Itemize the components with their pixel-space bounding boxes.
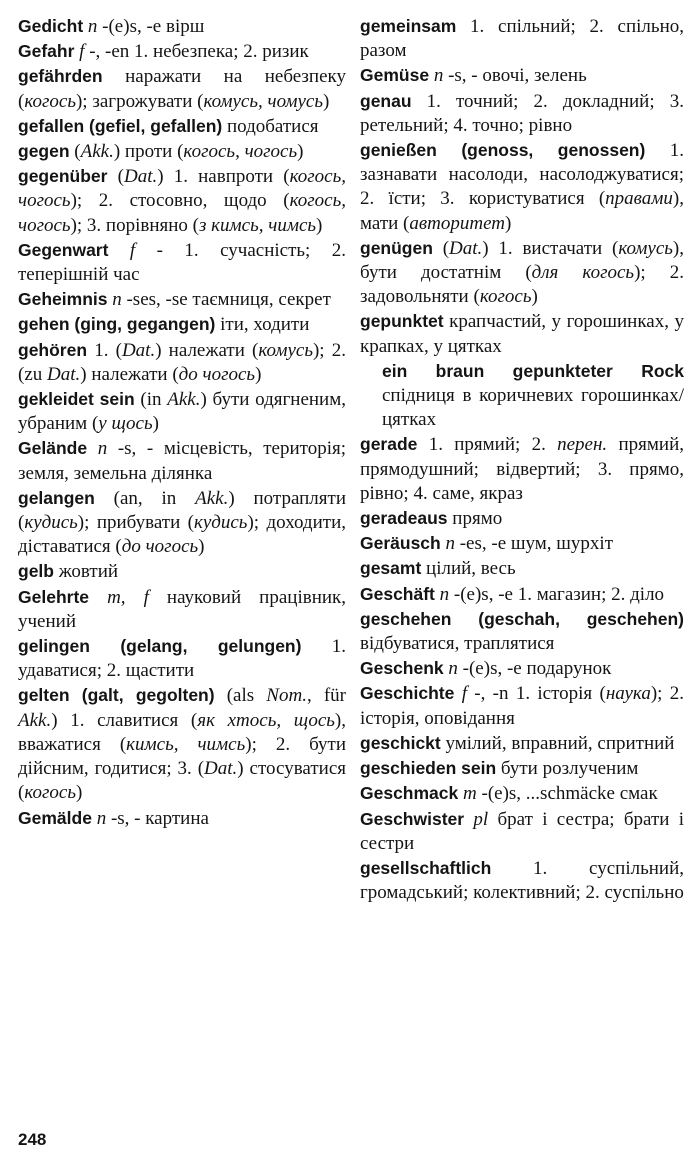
headword: geradeaus [360, 508, 448, 529]
headword: gesellschaftlich [360, 857, 492, 878]
translation-text: наражати на небезпеку ( [18, 66, 346, 112]
grammar-label: наука [605, 683, 651, 705]
translation-text: ) стосуватися ( [18, 758, 346, 804]
dictionary-entry [360, 63, 684, 88]
translation-text: ); 2. історія, оповідання [360, 683, 685, 729]
translation-text: брат і сестра; брати і сестри [360, 808, 684, 854]
headword: gelangen [18, 487, 95, 508]
headword: genügen [360, 237, 433, 258]
grammar-label: Akk. [18, 709, 52, 731]
grammar-label: n [439, 583, 450, 605]
headword: gekleidet sein [18, 389, 135, 410]
translation-text: ) [255, 363, 262, 385]
headword: Gelände [18, 438, 88, 459]
dictionary-entry [360, 89, 684, 138]
dictionary-example [360, 359, 684, 433]
headword: Geräusch [360, 533, 441, 554]
translation-text: ) 1. навпроти ( [157, 166, 290, 188]
grammar-label: когось [479, 286, 532, 308]
headword: ein braun gepunkteter Rock [382, 360, 684, 381]
grammar-label: когось [24, 782, 76, 804]
translation-text: прямо [447, 508, 503, 530]
translation-text: -ses, -se таємниця, секрет [121, 289, 331, 311]
translation-text: ( [69, 141, 81, 163]
translation-text: ) бути одягненим, убраним ( [18, 389, 346, 435]
dictionary-entry [18, 39, 346, 64]
dictionary-entry [18, 683, 346, 805]
translation-text: ) 1. славитися ( [51, 709, 198, 731]
grammar-label: n [445, 533, 455, 555]
dictionary-entry [18, 64, 346, 113]
translation-text: ) потрапляти ( [18, 487, 346, 534]
translation-text: 1. суспільний, громадський; колективний; 2. суспільно [360, 857, 684, 904]
grammar-label: Dat. [449, 237, 483, 259]
translation-text: ); 2. бути дійсним, годитися; 3. ( [18, 733, 346, 780]
headword: gehören [18, 339, 88, 360]
dictionary-entry [18, 139, 346, 164]
headword: gelingen (gelang, gelungen) [18, 636, 302, 657]
dictionary-entry [360, 656, 684, 681]
dictionary-entry [360, 556, 684, 581]
translation-text: подобатися [222, 115, 319, 137]
right-column [360, 14, 684, 905]
translation-text: -(e)s, -e вірш [97, 16, 205, 37]
translation-text: (an, in [94, 487, 196, 509]
translation-text: ) [504, 212, 512, 234]
dictionary-entry [18, 436, 346, 485]
grammar-label: когось [24, 90, 76, 112]
dictionary-entry [18, 634, 346, 683]
dictionary-entry [360, 138, 684, 236]
translation-text: ) 1. вистачати ( [482, 237, 619, 259]
grammar-label: до чогось [178, 363, 256, 385]
dictionary-entry [18, 287, 346, 312]
translation-text [464, 809, 473, 830]
headword: geschieden sein [360, 758, 497, 779]
translation-text: ) [75, 782, 83, 804]
page-number: 248 [18, 1130, 47, 1149]
headword: gefährden [18, 66, 103, 87]
translation-text: -s, - картина [106, 807, 209, 829]
grammar-label: когось, чогось [18, 166, 346, 212]
headword: Gemüse [360, 65, 430, 86]
dictionary-entry [18, 585, 346, 634]
headword: Gemälde [18, 807, 92, 828]
headword: genießen (genoss, genossen) [360, 140, 646, 161]
grammar-label: m, f [107, 586, 149, 608]
headword: gelb [18, 561, 54, 582]
dictionary-entry [360, 506, 684, 531]
translation-text: прямий, прямодушний; відвертий; 3. прямо, рівно; 4. саме, якраз [360, 434, 684, 504]
left-column [18, 14, 346, 831]
translation-text: крапчастий, у горошинках, у крапках, у цятках [360, 311, 684, 357]
translation-text: ) [152, 413, 159, 435]
grammar-label: кимсь, чимсь [126, 733, 246, 755]
headword: Gelehrte [18, 586, 89, 607]
dictionary-entry [18, 486, 346, 560]
translation-text: 1. прямий; 2. [417, 434, 558, 456]
translation-text: ), мати ( [360, 188, 684, 234]
grammar-label: Akk. [195, 487, 229, 509]
grammar-label: f [129, 239, 136, 261]
translation-text: ( [107, 166, 124, 188]
dictionary-entry [360, 731, 684, 756]
translation-text: -, -en 1. небезпека; 2. ризик [84, 41, 309, 63]
grammar-label: авторитет [409, 212, 505, 234]
grammar-label: до чогось [121, 536, 199, 558]
grammar-label: когось, чогось [183, 141, 298, 163]
dictionary-entry [360, 807, 684, 856]
translation-text: -(e)s, -e подарунок [457, 658, 612, 680]
grammar-label: Dat. [204, 758, 238, 780]
headword: gerade [360, 434, 418, 455]
translation-text: -es, -e шум, шурхіт [454, 533, 614, 555]
grammar-label: у щось [98, 413, 153, 435]
grammar-label: Dat. [121, 339, 156, 361]
translation-text: -s, - овочі, зелень [443, 65, 587, 87]
grammar-label: з кимсь, чимсь [199, 214, 317, 236]
dictionary-entry [18, 338, 346, 387]
translation-text: жовтий [53, 561, 119, 583]
translation-text: ) належати ( [80, 363, 179, 385]
dictionary-entry [18, 559, 346, 584]
headword: Gegenwart [18, 239, 109, 260]
translation-text: ), вважатися ( [18, 709, 346, 755]
translation-text: ); 2. (zu [18, 339, 346, 385]
grammar-label: когось, чогось [18, 190, 346, 236]
translation-text: ); 2. задовольняти ( [360, 262, 684, 308]
translation-text [454, 683, 461, 704]
grammar-label: m [463, 783, 477, 805]
translation-text: цілий, весь [421, 558, 516, 580]
translation-text: 1. удаватися; 2. щастити [18, 636, 346, 682]
headword: gehen (ging, gegangen) [18, 314, 216, 335]
dictionary-entry [18, 312, 346, 337]
grammar-label: комусь [258, 339, 313, 361]
grammar-label: Nom. [266, 685, 307, 707]
translation-text: 1. зазнавати насолоди, насолоджуватися; 2. їсти; 3. користуватися ( [360, 140, 684, 210]
grammar-label: Dat. [47, 363, 81, 385]
translation-text: , für [306, 685, 346, 707]
grammar-label: n [96, 807, 107, 829]
dictionary-entry [360, 432, 684, 506]
dictionary-entry [18, 806, 346, 831]
translation-text: 1. ( [87, 339, 122, 361]
translation-text: ); загрожувати ( [75, 90, 204, 112]
dictionary-entry [360, 856, 684, 905]
translation-text: ) [316, 214, 323, 236]
dictionary-entry [18, 387, 346, 436]
translation-text: умілий, вправний, спритний [440, 732, 675, 754]
grammar-label: Akk. [167, 389, 201, 411]
dictionary-entry [360, 781, 684, 806]
translation-text [89, 587, 107, 608]
headword: Geschichte [360, 683, 455, 704]
translation-text: ) [531, 286, 538, 308]
translation-text: -(e)s, ...schmäcke смак [476, 783, 658, 805]
dictionary-entry [360, 531, 684, 556]
headword: Geschenk [360, 658, 444, 679]
translation-text: -, -n 1. історія ( [466, 683, 606, 705]
grammar-label: n [97, 438, 108, 460]
headword: gefallen (gefiel, gefallen) [18, 115, 223, 136]
translation-text: ), бути достатнім ( [360, 237, 684, 284]
translation-text: (als [214, 685, 267, 707]
translation-text: бути розлученим [496, 758, 639, 780]
translation-text: -s, - місцевість, територія; земля, земельна ділянка [18, 438, 347, 484]
headword: Gefahr [18, 41, 75, 62]
translation-text [87, 438, 98, 459]
grammar-label: Dat. [123, 166, 158, 188]
headword: gelten (galt, gegolten) [18, 685, 215, 706]
translation-text: 1. спільний; 2. спільно, разом [360, 16, 684, 62]
dictionary-entry [360, 236, 684, 310]
translation-text: іти, ходити [215, 314, 310, 336]
grammar-label: правами [605, 188, 673, 210]
translation-text: науковий працівник, учений [18, 586, 347, 632]
grammar-label: Akk. [80, 141, 114, 163]
translation-text: ); 3. порівняно ( [70, 214, 199, 236]
dictionary-entry [360, 756, 684, 781]
grammar-label: кудись [24, 512, 78, 534]
grammar-label: перен. [557, 434, 608, 456]
translation-text: відбуватися, траплятися [360, 633, 555, 655]
dictionary-entry [18, 238, 346, 287]
translation-text: ( [432, 237, 450, 259]
grammar-label: n [87, 16, 98, 37]
translation-text: ) [198, 536, 205, 558]
grammar-label: кудись [194, 512, 248, 534]
grammar-label: комусь [618, 237, 673, 259]
translation-text: ) [297, 141, 304, 163]
grammar-label: комусь, чомусь [203, 90, 323, 112]
translation-text: 1. точний; 2. докладний; 3. ретельний; 4. точно; рівно [360, 90, 684, 136]
translation-text: ); 2. стосовно, щодо ( [70, 190, 290, 212]
translation-text: (in [134, 389, 168, 411]
headword: Geschäft [360, 583, 435, 604]
grammar-label: f [461, 683, 467, 705]
headword: gegenüber [18, 166, 108, 187]
dictionary-entry [360, 14, 684, 63]
headword: genau [360, 90, 412, 111]
dictionary-entry [18, 14, 346, 39]
translation-text: ) проти ( [113, 141, 184, 163]
translation-text [108, 240, 129, 261]
translation-text: ); доходити, діставатися ( [18, 512, 346, 558]
headword: Geschmack [360, 783, 459, 804]
translation-text: ) [323, 90, 330, 112]
grammar-label: n [433, 65, 444, 87]
dictionary-entry [18, 164, 346, 238]
grammar-label: для когось [531, 262, 635, 284]
headword: gesamt [360, 558, 422, 579]
headword: Geschwister [360, 808, 465, 829]
dictionary-entry [18, 114, 346, 139]
dictionary-entry [360, 607, 684, 656]
translation-text: - 1. сучасність; 2. теперішній час [18, 239, 347, 286]
headword: Gedicht [18, 16, 84, 36]
translation-text: ) належати ( [155, 339, 259, 361]
headword: gemeinsam [360, 16, 457, 36]
headword: gepunktet [360, 311, 444, 332]
dictionary-entry [360, 681, 684, 730]
grammar-label: n [448, 658, 458, 680]
grammar-label: n [112, 289, 122, 311]
headword: Geheimnis [18, 289, 108, 310]
grammar-label: як хтось, щось [197, 709, 335, 731]
headword: gegen [18, 141, 70, 162]
translation-text: -(e)s, -e 1. магазин; 2. діло [449, 583, 665, 605]
translation-text: ); прибувати ( [77, 512, 194, 534]
dictionary-entry [360, 582, 684, 607]
translation-text: спідниця в коричневих горошинках/цятках [382, 385, 684, 431]
headword: geschehen (geschah, geschehen) [360, 608, 684, 629]
headword: geschickt [360, 732, 441, 753]
grammar-label: pl [473, 808, 489, 830]
grammar-label: f [79, 41, 85, 63]
dictionary-entry [360, 309, 684, 358]
